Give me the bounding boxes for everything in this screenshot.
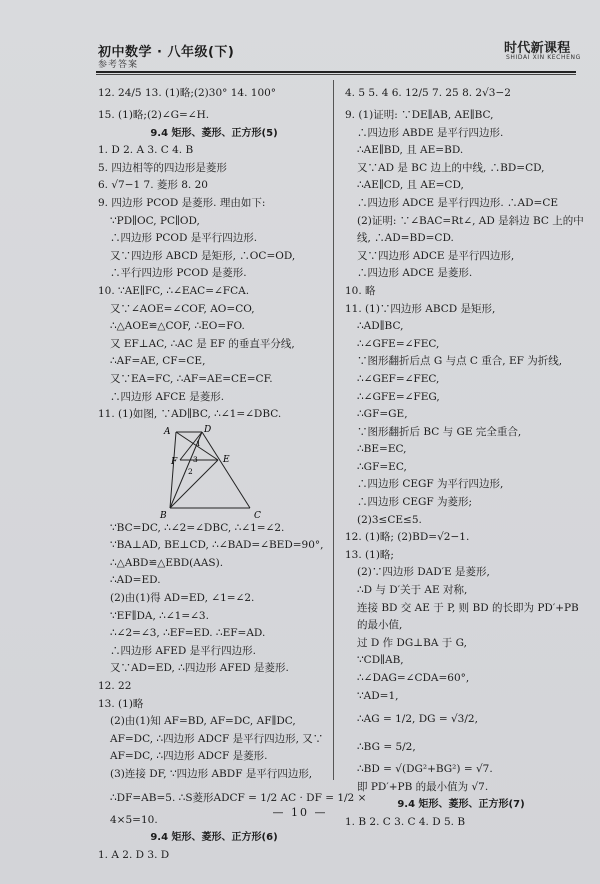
answer-line: 线, ∴AD=BD=CD. [357,232,454,245]
point-label-F: F [171,456,178,467]
answer-line: ∴△ABD≌△EBD(AAS). [110,556,224,569]
answer-line: 1. A 2. D 3. D [98,848,170,861]
answer-line: ∵CD∥AB, [357,654,404,667]
answer-line: ∴四边形 CEGF 为菱形; [357,496,473,509]
answer-line: (2)3≤CE≤5. [357,513,422,526]
angle-label-two: 2 [188,466,193,476]
answer-line: ∴AE∥CD, 且 AE=CD, [357,179,464,192]
answer-line: 13. (1)略; [345,548,394,561]
section-heading: 9.4 矩形、菱形、正方形(7) [397,799,525,811]
answer-line: 11. (1)∵四边形 ABCD 是矩形, [345,302,496,315]
answer-line: ∴△AOE≌△COF, ∴EO=FO. [110,320,245,333]
answer-line: (2)∵四边形 DAD′E 是菱形, [357,566,490,579]
answer-line: 的最小值, [357,619,403,632]
point-label-E: E [223,454,230,465]
answer-line: 12. 22 [98,680,132,693]
answer-line: ∴AE∥BD, 且 AE=BD. [357,144,464,157]
header-rule [96,71,576,73]
answer-line: 12. 24/5 13. (1)略;(2)30° 14. 100° [98,87,277,99]
answer-line: 又∵四边形 ADCE 是平行四边形, [357,249,515,262]
answer-line: ∵BC=DC, ∴∠2=∠DBC, ∴∠1=∠2. [110,521,285,534]
section-heading: 9.4 矩形、菱形、正方形(6) [150,832,278,844]
segment-BE [170,460,218,508]
answer-line: ∵BA⊥AD, BE⊥CD, ∴∠BAD=∠BED=90°, [110,539,324,552]
angle-label-three: 3 [193,454,198,464]
answer-line: 又∵AD=ED, ∴四边形 AFED 是菱形. [110,662,289,675]
answer-line: 10. ∵AE∥FC, ∴∠EAC=∠FCA. [98,284,250,297]
answer-line: ∴AD∥BC, [357,320,404,333]
answer-line: 1. B 2. C 3. C 4. D 5. B [345,815,466,828]
answer-line: 4×5=10. [110,813,158,826]
brand-subtitle: SHIDAI XIN KECHENG [506,54,581,61]
header-rule-thin [96,74,576,75]
answer-line: ∴AG = 1/2, DG = √3/2, [357,713,478,726]
answer-line: 又∵四边形 ABCD 是矩形, ∴OC=OD, [110,249,296,262]
answer-line: ∵图形翻折后 BC 与 GE 完全重合, [357,425,522,438]
answer-line: ∵AD=1, [357,689,399,702]
point-label-C: C [254,510,261,520]
section-subtitle: 参考答案 [98,60,139,70]
answer-line: ∴∠GFE=∠FEG, [357,390,440,403]
answer-line: 10. 略 [345,284,376,297]
answer-line: (3)连接 DF, ∵四边形 ABDF 是平行四边形, [110,768,313,780]
answer-line: 又 EF⊥AC, ∴AC 是 EF 的垂直平分线, [110,337,295,350]
angle-label-one: 1 [196,438,201,448]
answer-line: ∴GF=EC, [357,460,407,473]
answer-line: ∴四边形 ADCE 是平行四边形. ∴AD=CE [357,196,559,209]
answer-line: ∴AD=ED. [110,574,161,587]
point-label-D: D [204,424,212,435]
answer-line: ∴D 与 D′关于 AE 对称, [357,584,468,597]
answer-line: ∵图形翻折后点 G 与点 C 重合, EF 为折线, [357,355,563,368]
answer-line: ∴BE=EC, [357,443,407,456]
answer-line: (2)由(1)得 AD=ED, ∠1=∠2. [110,592,255,605]
point-label-B: B [160,510,167,520]
answer-line: 4. 5 5. 4 6. 12/5 7. 25 8. 2√3−2 [345,87,511,99]
answer-line: (2)证明: ∵∠BAC=Rt∠, AD 是斜边 BC 上的中 [357,214,584,227]
section-heading: 9.4 矩形、菱形、正方形(5) [150,127,278,139]
answer-line: 9. 四边形 PCOD 是菱形. 理由如下: [98,196,266,209]
answer-line: ∴DF=AB=5. ∴S菱形ADCF = 1/2 AC · DF = 1/2 × [110,791,367,804]
answer-line: 又∵AD 是 BC 边上的中线, ∴BD=CD, [357,161,545,174]
column-divider [333,80,334,780]
answer-line: ∴四边形 PCOD 是平行四边形. [110,232,258,245]
answer-line: ∴四边形 CEGF 为平行四边形, [357,478,504,491]
answer-line: AF=DC, ∴四边形 ADCF 是菱形. [110,750,268,763]
answer-line: 11. (1)如图, ∵AD∥BC, ∴∠1=∠DBC. [98,408,282,421]
answer-line: 12. (1)略; (2)BD=√2−1. [345,531,470,544]
answer-line: ∴AF=AE, CF=CE, [110,355,206,368]
answer-line: ∴平行四边形 PCOD 是菱形. [110,267,247,280]
answer-line: 过 D 作 DG⊥BA 于 G, [357,636,467,649]
book-title: 初中数学 · 八年级(下) [98,45,235,60]
answer-line: 即 PD′+PB 的最小值为 √7. [357,780,489,793]
answer-line: ∴∠2=∠3, ∴EF=ED. ∴EF=AD. [110,627,266,640]
answer-line: ∴四边形 ADCE 是菱形. [357,267,473,280]
answer-line: ∴四边形 ABDE 是平行四边形. [357,126,504,139]
answer-line: ∴GF=GE, [357,408,408,421]
answer-line: ∵EF∥DA, ∴∠1=∠3. [110,609,209,622]
answer-line: ∴∠DAG=∠CDA=60°, [357,672,470,684]
answer-line: 5. 四边相等的四边形是菱形 [98,161,227,174]
segment-DC [202,432,250,508]
answer-line: 13. (1)略 [98,697,144,710]
figure-svg [158,424,288,520]
answer-line: ∴∠GFE=∠FEC, [357,337,440,350]
answer-line: 15. (1)略;(2)∠G=∠H. [98,109,210,121]
answer-line: ∴BG = 5/2, [357,741,416,754]
answer-line: ∴四边形 AFCE 是菱形. [110,390,225,403]
point-label-A: A [164,426,171,437]
answer-line: 又∵∠AOE=∠COF, AO=CO, [110,302,255,315]
brand-logo: 时代新课程 [504,41,571,56]
geometry-figure [98,424,330,520]
answer-line: 连接 BD 交 AE 于 P, 则 BD 的长即为 PD′+PB [357,601,579,614]
answer-line: ∴四边形 AFED 是平行四边形. [110,644,256,657]
answer-line: 又∵EA=FC, ∴AF=AE=CE=CF. [110,372,273,385]
right-column [345,79,584,832]
answer-line: (2)由(1)知 AF=BD, AF=DC, AF∥DC, [110,715,296,728]
answer-line: 9. (1)证明: ∵DE∥AB, AE∥BC, [345,109,494,121]
answer-line: ∴∠GEF=∠FEC, [357,372,440,385]
answer-line: 1. D 2. A 3. C 4. B [98,144,194,157]
answer-line: 6. √7−1 7. 菱形 8. 20 [98,179,208,192]
answer-line: AF=DC, ∴四边形 ADCF 是平行四边形, 又∵ [110,732,324,745]
page-number: — 10 — [272,806,328,819]
answer-line: ∵PD∥OC, PC∥OD, [110,214,200,227]
answer-line: ∴BD = √(DG²+BG²) = √7. [357,763,493,776]
